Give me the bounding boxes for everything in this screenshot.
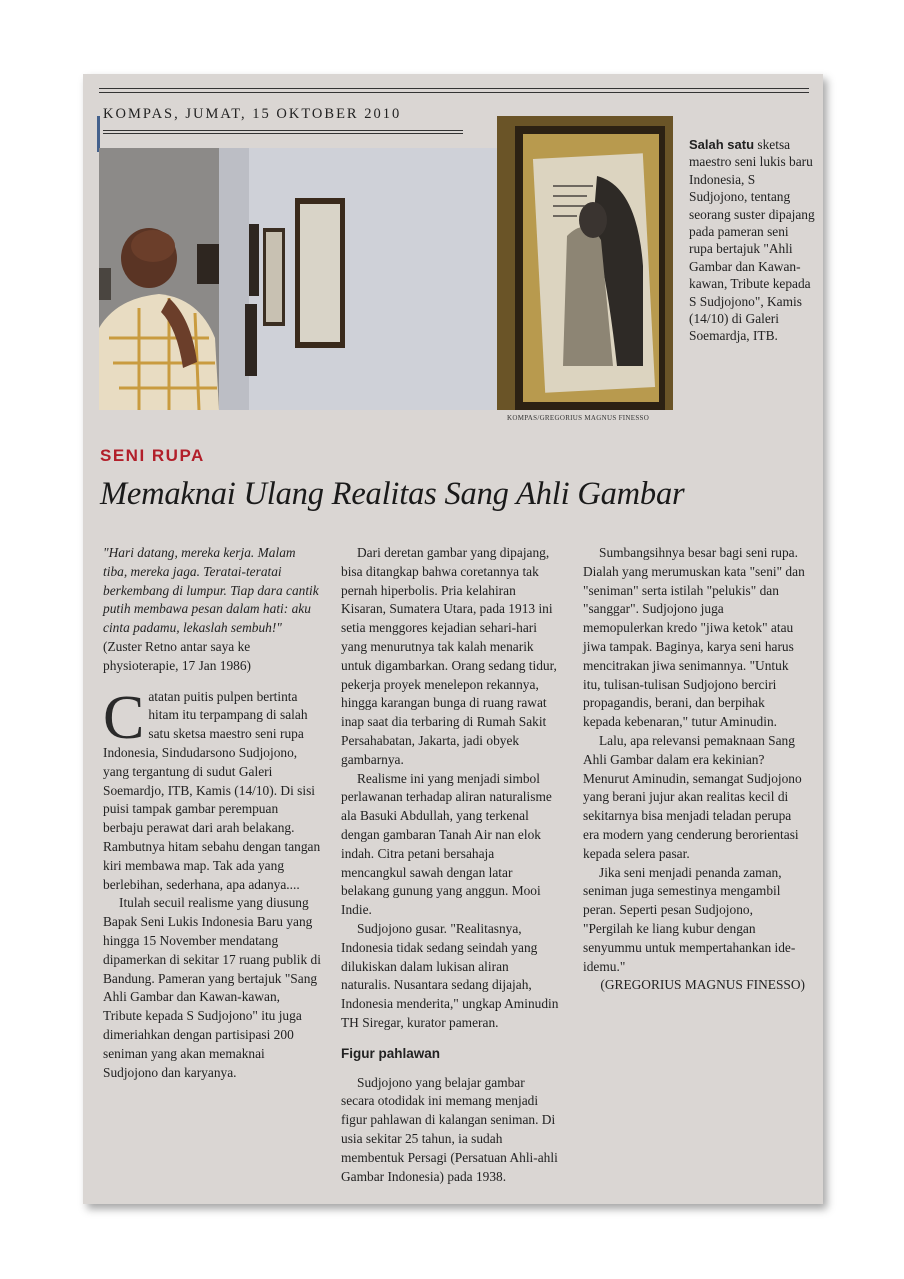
newspaper-clipping [83, 74, 823, 1204]
sketch-photo-illustration [497, 116, 673, 410]
paragraph-6: Sudjojono yang belajar gambar secara otodidak ini memang menjadi figur pahlawan di kalangan seniman. Di usia sekitar 25 tahun, ia sudah membentuk Persagi (Persatuan Ahli-ahli Gambar Indonesia) pada 1938. [341, 1074, 558, 1184]
paragraph-7: Sumbangsihnya besar bagi seni rupa. Dialah yang merumuskan kata "seni" dan "seniman" serta istilah "pelukis" dan "sanggar". Sudjojono juga memopulerkan kredo "jiwa ketok" atau jiwa tampak. Baginya, karya seni harus mencitrakan jiwa senimannya. "Untuk itu, tulisan-tulisan Sudjojono berciri propagandis, berani, dan berpihak kepada kebenaran," tutur Aminudin. [583, 545, 805, 730]
photo-gallery-visitor [99, 148, 497, 410]
caption-lead: Salah satu [689, 137, 755, 152]
byline: (GREGORIUS MAGNUS FINESSO) [600, 977, 805, 993]
gallery-photo-illustration [99, 148, 497, 410]
photo-framed-sketch [497, 116, 673, 410]
paragraph-2: Itulah secuil realisme yang diusung Bapak Seni Lukis Indonesia Baru yang hingga 15 November mendatang dipamerkan di sekitar 17 ruang publik di Bandung. Pameran yang bertajuk "Sang Ahli Gambar dan Kawan-kawan, Tribute kepada S Sudjojono" itu juga dimeriahkan dengan partisipasi 200 seniman yang akan memaknai Sudjojono dan karyanya. [103, 895, 321, 1080]
epigraph-source: (Zuster Retno antar saya ke physioterapie, 17 Jan 1986) [103, 638, 252, 673]
photo-caption [689, 136, 815, 345]
photo-credit: KOMPAS/GREGORIUS MAGNUS FINESSO [507, 414, 650, 422]
article-column-3 [583, 544, 805, 995]
paragraph-1 [103, 683, 321, 895]
caption-text: sketsa maestro seni lukis baru Indonesia, S Sudjojono, tentang seorang suster dipajang pada pameran seni rupa bertajuk "Ahli Gambar dan Kawan-kawan, Tribute kepada S Sudjojono", Kamis (14/10) di Galeri Soemardja, ITB. [689, 137, 815, 344]
paragraph-8: Lalu, apa relevansi pemaknaan Sang Ahli Gambar dalam era kekinian? Menurut Aminudin, semangat Sudjojono yang berani jujur akan realitas kecil di sekitarnya bisa menjadi teladan perupa era modern yang cenderung berorientasi kepada selera pasar. [583, 732, 802, 861]
paragraph-1-text: atatan puitis pulpen bertinta hitam itu terpampang di salah satu sketsa maestro seni rupa Indonesia, Sindudarsono Sudjojono, yang tergantung di sudut Galeri Soemardjo, ITB, Kamis (14/10). Di sisi puisi tampak gambar perempuan berbaju perawat dari arah belakang. Rambutnya hitam sebahu dengan tangan kiri membawa map. Tak ada yang berlebihan, sederhana, apa adanya.... [103, 688, 321, 892]
drop-cap: C [103, 683, 145, 752]
section-rubric: SENI RUPA [100, 446, 205, 465]
epigraph [103, 544, 321, 676]
paragraph-3: Dari deretan gambar yang dipajang, bisa ditangkap bahwa coretannya tak pernah hiperbolis. Pria kelahiran Kisaran, Sumatera Utara, pada 1913 ini setia menggores kejadian sehari-hari yang menurutnya tak kalah menarik untuk digambarkan. Orang sedang tidur, pekerja proyek menelepon rekannya, hingga karangan bunga di ruang rawat inap saat dia terbaring di Rumah Sakit Persahabatan, Jakarta, jadi obyek gambarnya. [341, 545, 557, 767]
masthead-accent-bar [97, 116, 100, 152]
masthead: KOMPAS, JUMAT, 15 OKTOBER 2010 [103, 106, 402, 122]
masthead-rule [103, 130, 463, 134]
headline: Memaknai Ulang Realitas Sang Ahli Gambar [100, 476, 685, 512]
top-rule [99, 88, 809, 93]
article-column-1 [103, 544, 321, 1082]
paragraph-4: Realisme ini yang menjadi simbol perlawanan terhadap aliran naturalisme ala Basuki Abdullah, yang terkenal dengan gambaran Tanah Air nan elok indah. Citra petani bersahaja mencangkul sawah dengan latar belakang gunung yang anggun. Mooi Indie. [341, 770, 552, 918]
epigraph-quote: "Hari datang, mereka kerja. Malam tiba, mereka jaga. Teratai-teratai berkembang di lumpur. Tiap dara cantik putih membawa pesan dalam hati: aku cinta padamu, lekaslah sembuh!" [103, 545, 319, 636]
paragraph-5: Sudjojono gusar. "Realitasnya, Indonesia tidak sedang seindah yang dilukiskan dalam lukisan aliran naturalis. Nusantara sedang dijajah, Indonesia menderita," ungkap Aminudin TH Siregar, kurator pameran. [341, 920, 559, 1030]
article-column-2 [341, 544, 561, 1186]
subhead: Figur pahlawan [341, 1045, 441, 1061]
paragraph-9: Jika seni menjadi penanda zaman, seniman juga semestinya mengambil peran. Seperti pesan Sudjojono, "Pergilah ke liang kubur dengan senyummu untuk mempertahankan ide-idemu." [583, 864, 796, 974]
